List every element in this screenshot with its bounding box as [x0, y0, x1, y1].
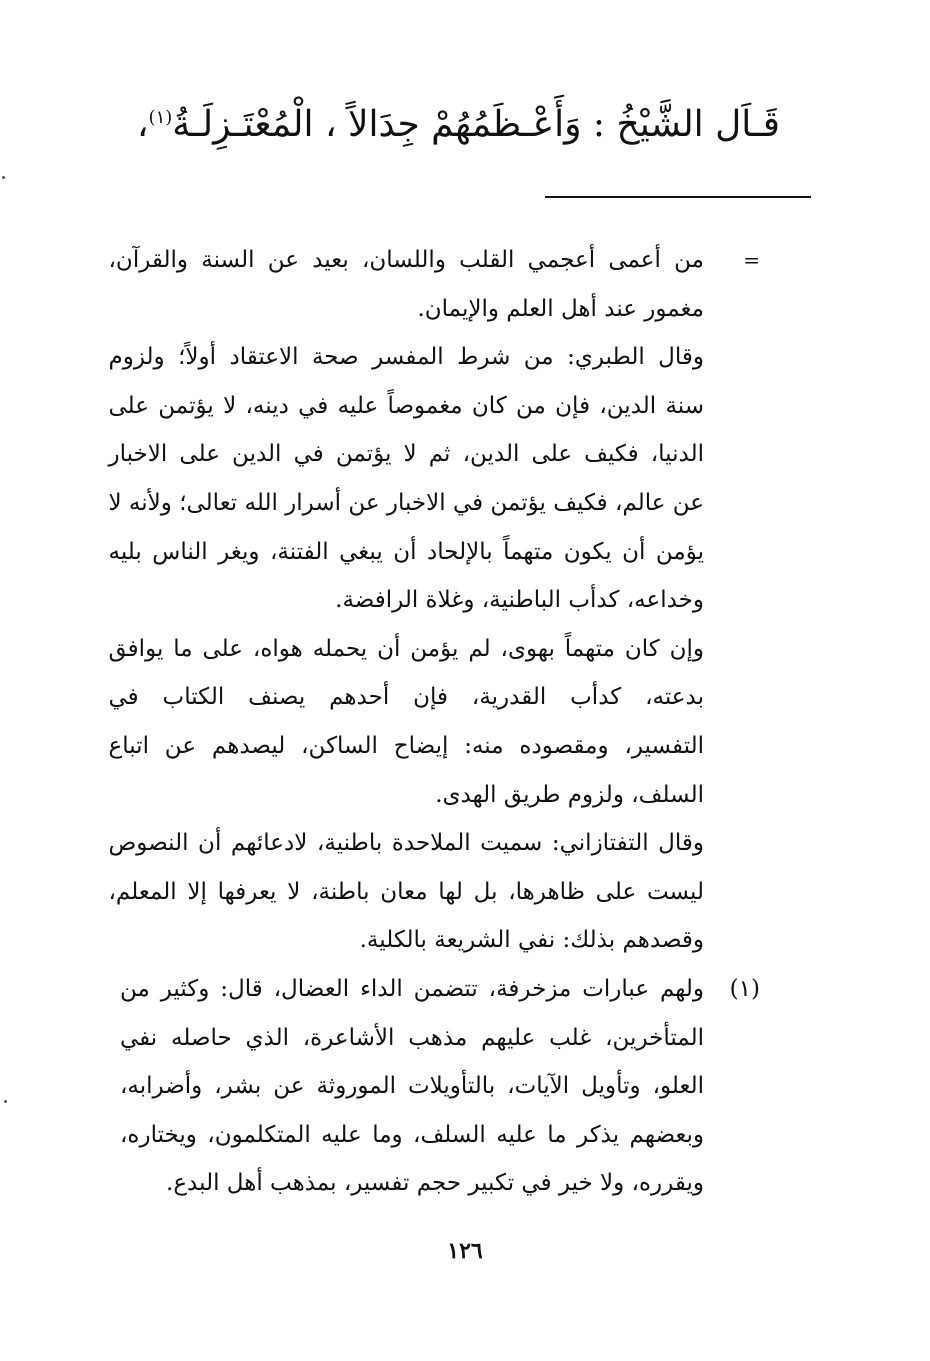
text-line: يؤمن أن يكون متهماً بالإلحاد أن يبغي الفتنة، ويغر الناس بليه — [108, 538, 704, 565]
text-line: ولهم عبارات مزخرفة، تتضمن الداء العضال، قال: وكثير من — [120, 975, 704, 1002]
text-line: وقصدهم بذلك: نفي الشريعة بالكلية. — [359, 927, 704, 954]
text-line: من أعمى أعجمي القلب واللسان، بعيد عن السنة والقرآن، — [108, 247, 704, 273]
heading-text: قَـاَل الشَّيْخُ : وَأَعْـظَمُهُمْ جِدَالاً ، الْمُعْتَـزِلَـةُ — [172, 104, 780, 145]
text-line: مغمور عند أهل العلم والإيمان. — [417, 295, 704, 322]
continuation-note — [108, 236, 760, 965]
footnotes-section — [108, 236, 760, 1208]
text-line: ليست على ظاهرها، بل لها معان باطنة، لا يعرفها إلا المعلم، — [108, 878, 704, 905]
text-line: المتأخرين، غلب عليهم مذهب الأشاعرة، الذي حاصله نفي — [120, 1024, 704, 1051]
text-line: ويقرره، ولا خير في تكبير حجم تفسير، بمذهب أهل البدع. — [166, 1170, 704, 1197]
text-line: سنة الدين، فإن من كان مغموصاً عليه في دينه، لا يؤتمن على — [108, 392, 704, 419]
footnote-separator-rule — [545, 196, 811, 198]
text-line: عن عالم، فكيف يؤتمن في الاخبار عن أسرار الله تعالى؛ ولأنه لا — [108, 489, 704, 516]
continuation-marker: = — [743, 248, 760, 272]
footnote-marker: (١) — [729, 975, 760, 1002]
scan-speck — [2, 176, 5, 179]
text-line: وإن كان متهماً بهوى، لم يؤمن أن يحمله هواه، على ما يوافق — [108, 635, 704, 662]
continuation-text — [109, 236, 705, 965]
text-line: بدعته، كدأب القدرية، فإن أحدهم يصنف الكتاب في — [108, 684, 704, 711]
text-line: وخداعه، كدأب الباطنية، وغلاة الرافضة. — [335, 587, 704, 614]
footnote-text — [120, 965, 704, 1208]
page-number: ١٢٦ — [447, 1238, 483, 1264]
text-line: العلو، وتأويل الآيات، بالتأويلات الموروثة عن بشر، وأضرابه، — [120, 1073, 704, 1100]
text-line: وقال التفتازاني: سميت الملاحدة باطنية، لادعائهم أن النصوص — [108, 830, 704, 857]
scan-speck — [4, 1100, 7, 1103]
heading-footnote-ref: (١) — [148, 107, 173, 128]
text-line: التفسير، ومقصوده منه: إيضاح الساكن، ليصدهم عن اتباع — [108, 732, 704, 759]
heading-trailing-comma: ، — [136, 104, 149, 145]
text-line: وبعضهم يذكر ما عليه السلف، وما عليه المتكلمون، ويختاره، — [120, 1121, 704, 1148]
text-line: وقال الطبري: من شرط المفسر صحة الاعتقاد أولاً؛ ولزوم — [108, 344, 704, 371]
page-heading — [136, 88, 780, 155]
text-line: السلف، ولزوم طريق الهدى. — [435, 781, 704, 808]
footnote-1 — [120, 965, 760, 1208]
text-line: الدنيا، فكيف على الدين، ثم لا يؤتمن في الدين على الاخبار — [108, 441, 704, 468]
